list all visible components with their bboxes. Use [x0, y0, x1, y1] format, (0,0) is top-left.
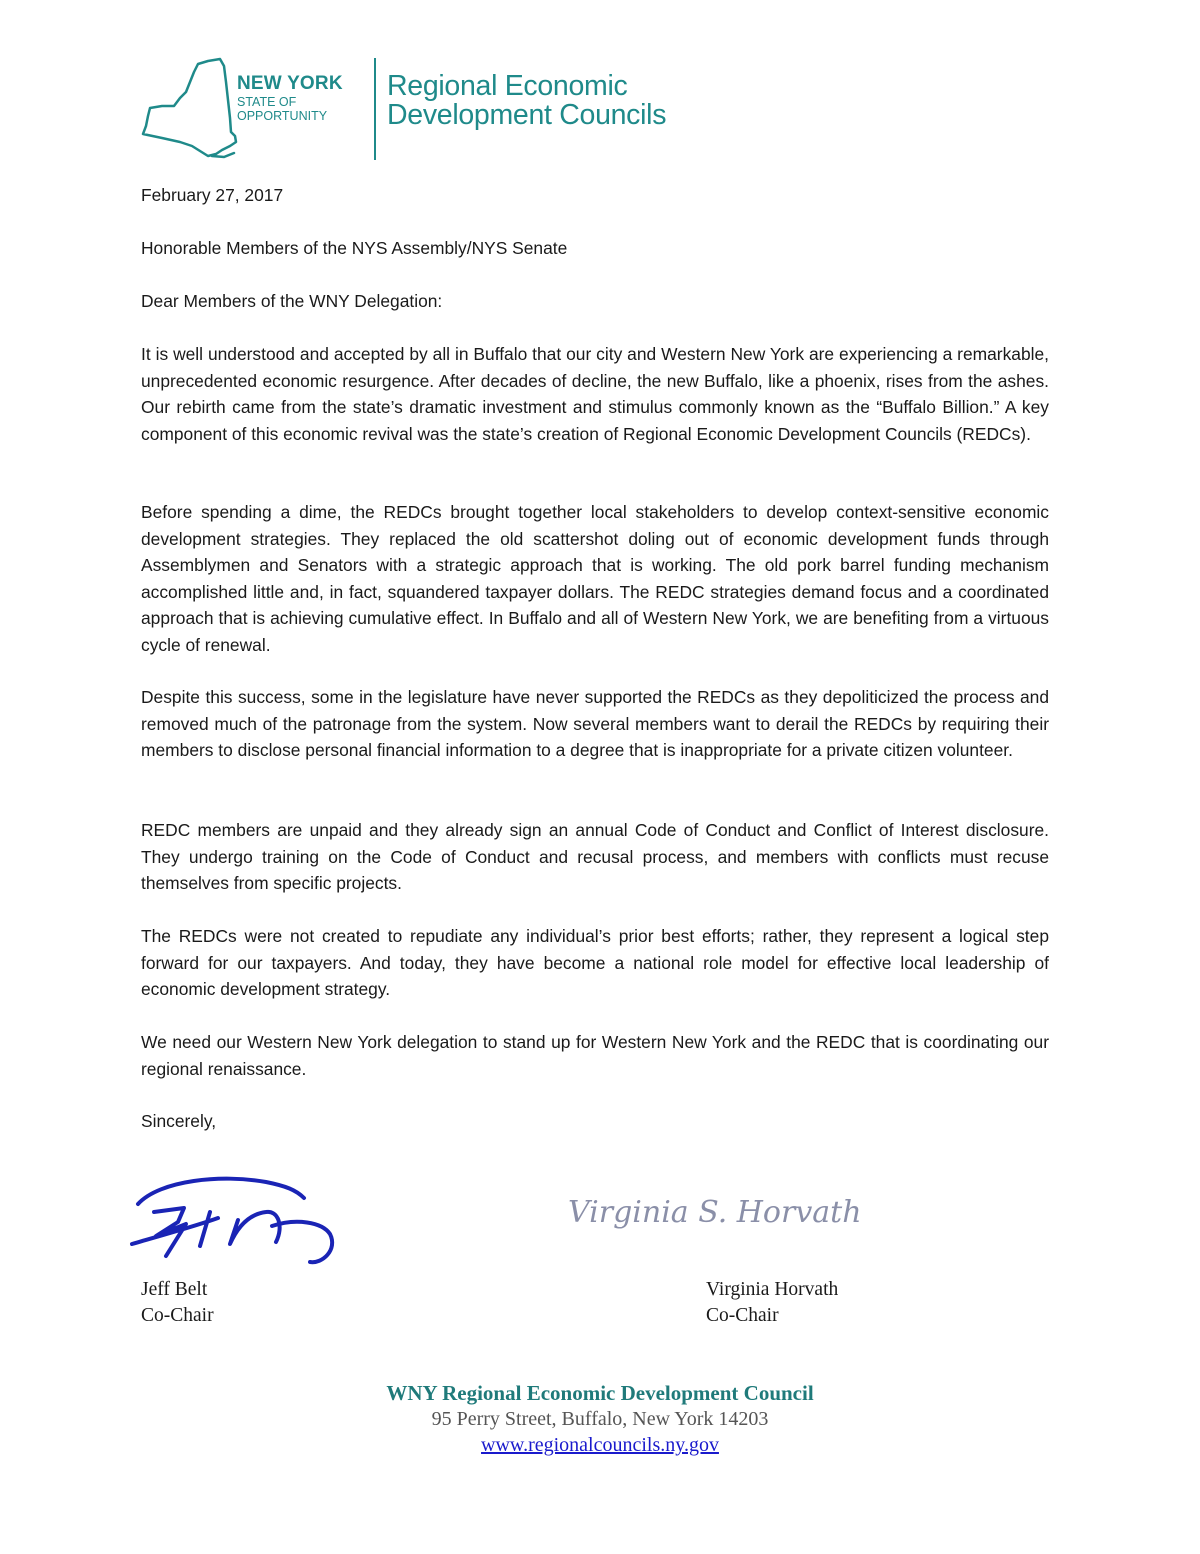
letterhead [140, 56, 700, 162]
footer-organization: WNY Regional Economic Development Council [386, 1381, 814, 1405]
letterhead-divider [374, 58, 376, 160]
virginia-horvath-signature [568, 1182, 898, 1242]
ny-state-wordmark [237, 74, 343, 122]
organization-title [387, 72, 666, 130]
signatory-name: Jeff Belt [141, 1279, 208, 1300]
new-york-state-outline-icon [140, 56, 240, 162]
signatory-title: Co-Chair [141, 1305, 214, 1326]
body-paragraph-1: It is well understood and accepted by all in Buffalo that our city and Western New York are experiencing a remarkable, unprecedented economic resurgence. After decades of decline, the new Buffalo, like a phoenix, rises from the ashes. Our rebirth came from the state’s dramatic investment and stimulus commonly known as the “Buffalo Billion.” A key component of this economic revival was the state’s creation of Regional Economic Development Councils (REDCs). [141, 344, 1049, 444]
organization-title-line1: Regional Economic [387, 70, 628, 102]
signatory-jeff-belt [141, 1277, 214, 1329]
body-paragraph-4: REDC members are unpaid and they already sign an annual Code of Conduct and Conflict of Interest disclosure. They undergo training on the Code of Conduct and recusal process, and members with conflicts must recuse themselves from specific projects. [141, 820, 1049, 893]
letter-addressee: Honorable Members of the NYS Assembly/NYS Senate [141, 238, 568, 258]
footer [0, 1380, 1200, 1458]
ny-subtitle-line1: STATE OF [237, 95, 297, 109]
footer-address: 95 Perry Street, Buffalo, New York 14203 [431, 1408, 769, 1430]
ny-subtitle-line2: OPPORTUNITY [237, 108, 328, 123]
horvath-signature-text: Virginia S. Horvath [568, 1195, 862, 1230]
body-paragraph-2: Before spending a dime, the REDCs brought together local stakeholders to develop context-sensitive economic development strategies. They replaced the old scattershot doling out of economic development funds through Assemblymen and Senators with a strategic approach that is working. The old pork barrel funding mechanism accomplished little and, in fact, squandered taxpayer dollars. The REDC strategies demand focus and a coordinated approach that is achieving cumulative effect. In Buffalo and all of Western New York, we are benefiting from a virtuous cycle of renewal. [141, 502, 1049, 655]
jeff-belt-signature [126, 1168, 341, 1268]
signatory-title: Co-Chair [706, 1305, 779, 1326]
body-paragraph-5: The REDCs were not created to repudiate any individual’s prior best efforts; rather, they represent a logical step forward for our taxpayers. And today, they have become a national role model for effective local leadership of economic development strategy. [141, 926, 1049, 999]
signatory-virginia-horvath [706, 1277, 838, 1329]
body-paragraph-3: Despite this success, some in the legislature have never supported the REDCs as they depoliticized the process and removed much of the patronage from the system. Now several members want to derail the REDCs by requiring their members to disclose personal financial information to a degree that is inappropriate for a private citizen volunteer. [141, 687, 1049, 760]
letter-salutation: Dear Members of the WNY Delegation: [141, 291, 443, 311]
body-paragraph-6: We need our Western New York delegation to stand up for Western New York and the REDC that is coordinating our regional renaissance. [141, 1032, 1049, 1079]
ny-title: NEW YORK [237, 73, 343, 94]
letter-date: February 27, 2017 [141, 185, 284, 205]
footer-website-link[interactable]: www.regionalcouncils.ny.gov [481, 1434, 719, 1456]
letter-closing: Sincerely, [141, 1111, 217, 1131]
organization-title-line2: Development Councils [387, 99, 667, 131]
signatory-name: Virginia Horvath [706, 1279, 839, 1300]
